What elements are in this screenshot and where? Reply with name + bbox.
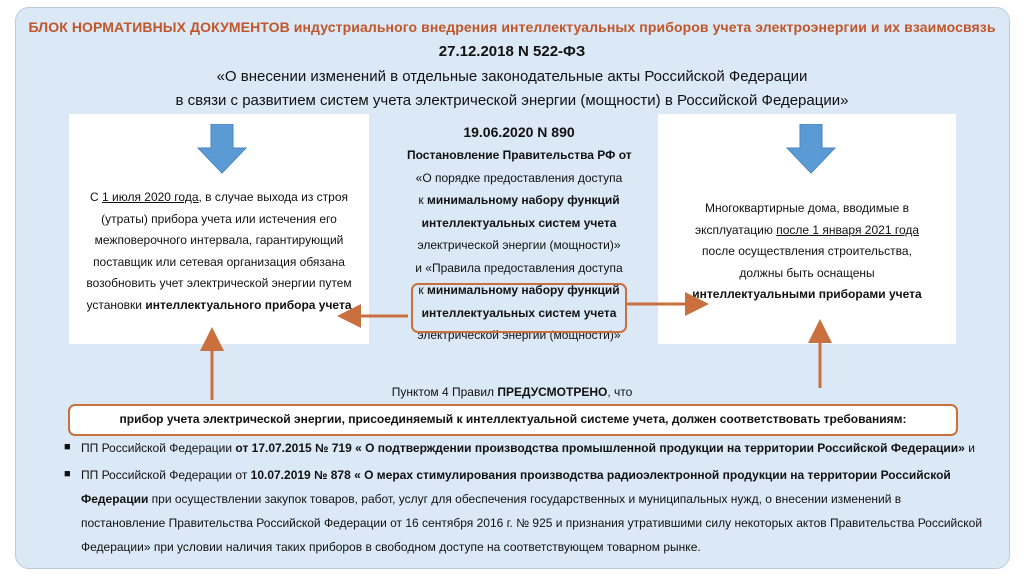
law-title-line1: «О внесении изменений в отдельные законодательные акты Российской Федерации xyxy=(216,68,808,85)
requirement-text: прибор учета электрической энергии, присоединяемый к интеллектуальной системе учета, должен соответствовать требованиям: xyxy=(119,412,907,426)
bullet-2-line4: Федерации» при условии наличия таких приборов в свободном доступе на соответствующем товарном рынке. xyxy=(81,540,701,554)
clause-4-text: Пунктом 4 Правил ПРЕДУСМОТРЕНО, что xyxy=(391,385,633,399)
bullet-1-text: ПП Российской Федерации от 17.07.2015 № 719 « О подтверждении производства промышленной продукции на территории Российской Федерации» и xyxy=(81,441,975,455)
decree-date: 19.06.2020 N 890 xyxy=(463,124,575,140)
bullet-2-line1: ПП Российской Федерации от 10.07.2019 № 878 « О мерах стимулирования производства радиоэлектронной продукции на территории Российской xyxy=(81,468,951,482)
bullet-1-marker: ■ xyxy=(64,441,71,453)
law-title-line2: в связи с развитием систем учета электрической энергии (мощности) в Российской Федерации» xyxy=(175,92,849,109)
middle-panel-text: Постановление Правительства РФ от «О порядке предоставления доступа к минимальному набору функций интеллектуальных систем учета электрической энергии (мощности)» и «Правила предоставления доступа к минимальному набору функций интеллектуальных систем учета электрической энергии (мощности)» xyxy=(407,148,632,342)
left-panel-text: С 1 июля 2020 года, в случае выхода из строя (утраты) прибора учета или истечения его межповерочного интервала, гарантирующий поставщик или сетевая организация обязана возобновить учет электрической энергии путем установки интеллектуального прибора учета xyxy=(86,190,352,312)
bullet-2-marker: ■ xyxy=(64,468,71,480)
law-number: 27.12.2018 N 522-ФЗ xyxy=(438,43,586,60)
bullet-2-line2: Федерации при осуществлении закупок товаров, работ, услуг для обеспечения государственных и муниципальных нужд, о внесении изменений в xyxy=(81,492,902,506)
slide-title: БЛОК НОРМАТИВНЫХ ДОКУМЕНТОВ индустриального внедрения интеллектуальных приборов учета электроэнергии и их взаимосвязь xyxy=(28,19,996,35)
right-panel-text: Многоквартирные дома, вводимые в эксплуатацию после 1 января 2021 года после осуществления строительства, должны быть оснащены интеллектуальными приборами учета xyxy=(692,201,922,302)
bullet-2-line3: постановление Правительства Российской Федерации от 16 сентября 2016 г. № 925 и признания утратившими силу некоторых актов Правительства Российской xyxy=(81,516,983,530)
